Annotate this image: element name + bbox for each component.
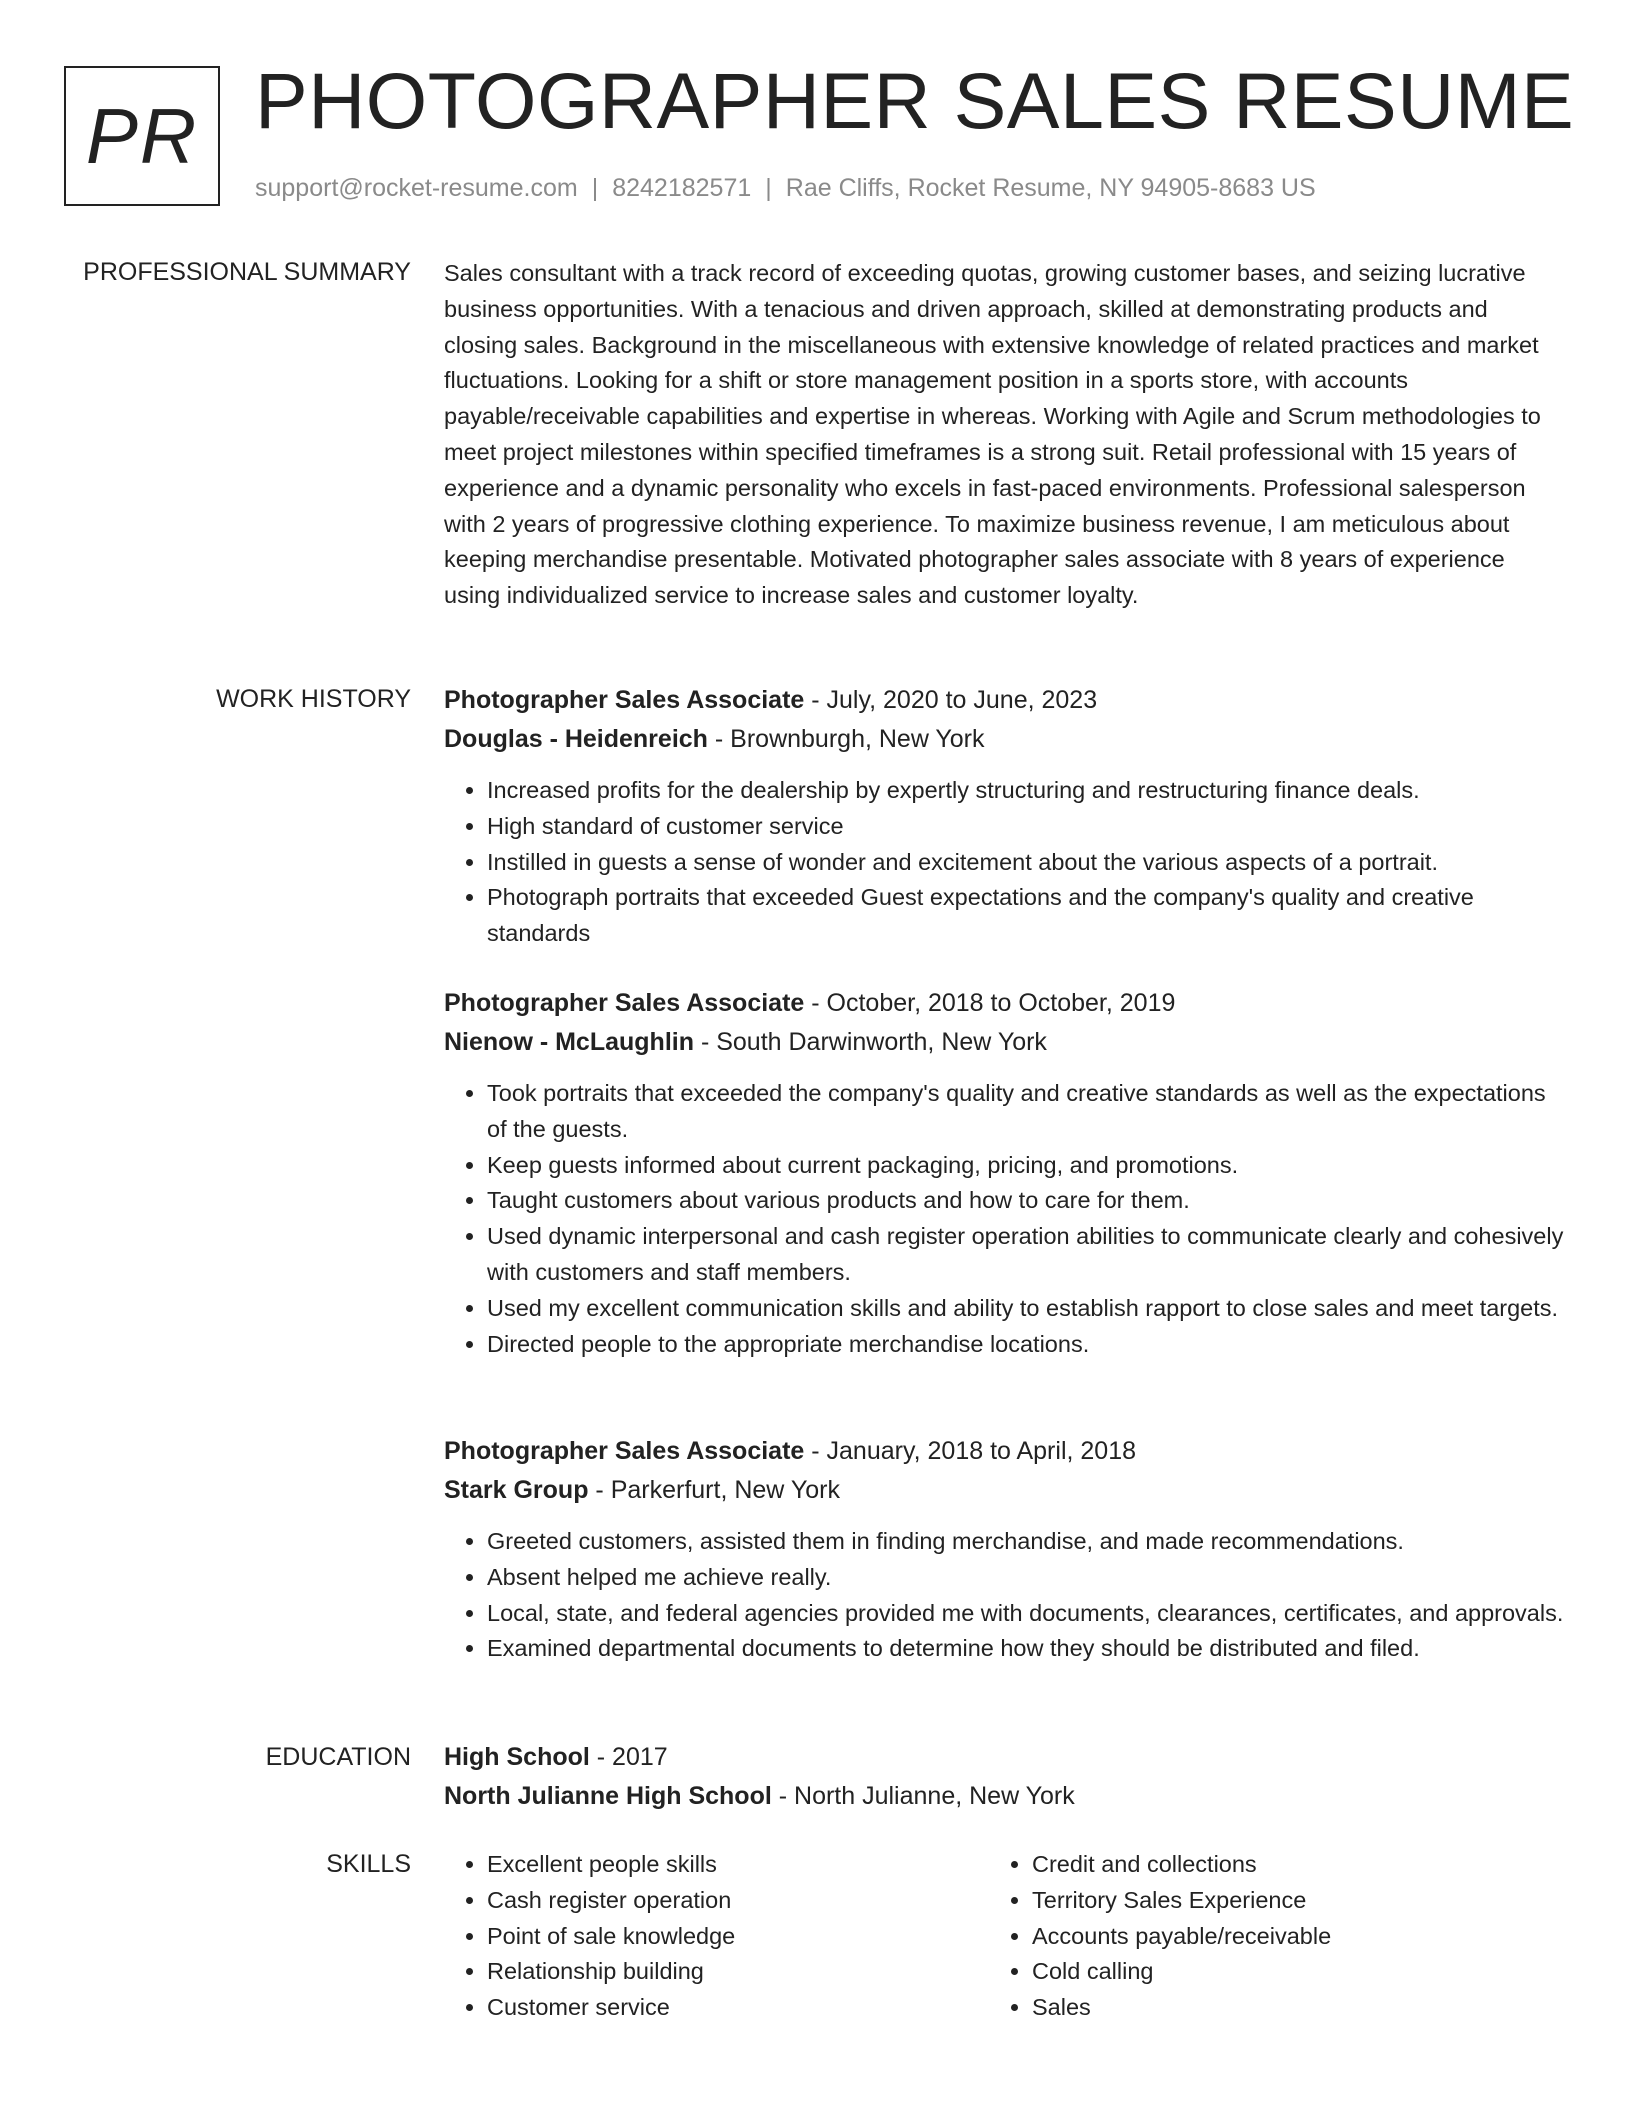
list-item: • Used dynamic interpersonal and cash register operation abilities to communicate clearly and cohesively with customers and staff members. (487, 1219, 1564, 1291)
company-location: - Brownburgh, New York (707, 725, 985, 753)
skill-item: • Territory Sales Experience (1032, 1883, 1534, 1919)
list-item: • Local, state, and federal agencies provided me with documents, clearances, certificates, and approvals. (487, 1596, 1564, 1632)
company-name: Douglas - Heidenreich (444, 725, 708, 753)
education-entry (444, 1738, 1564, 1816)
skill-item: • Relationship building (487, 1954, 989, 1990)
section-label-skills: SKILLS (326, 1850, 411, 1878)
skills-column-left (444, 1847, 989, 2026)
job-title: Photographer Sales Associate (444, 1437, 805, 1465)
company-location: - Parkerfurt, New York (588, 1476, 840, 1504)
graduation-year: - 2017 (589, 1743, 668, 1771)
monogram-logo: PR (64, 66, 220, 206)
job-bullets (444, 1076, 1564, 1362)
section-label-summary: PROFESSIONAL SUMMARY (83, 258, 411, 286)
list-item: • Took portraits that exceeded the company's quality and creative standards as well as the expectations of the guests. (487, 1076, 1564, 1148)
skill-item: • Excellent people skills (487, 1847, 989, 1883)
company-name: Nienow - McLaughlin (444, 1028, 694, 1056)
contact-line (255, 174, 1316, 203)
contact-separator: | (591, 174, 599, 202)
company-line (444, 1023, 1564, 1062)
resume-title: PHOTOGRAPHER SALES RESUME (255, 56, 1575, 145)
degree: High School (444, 1743, 590, 1771)
degree-line (444, 1738, 1564, 1777)
section-label-education: EDUCATION (265, 1743, 411, 1771)
list-item: • Directed people to the appropriate merchandise locations. (487, 1327, 1564, 1363)
company-line (444, 1471, 1564, 1510)
job-entry (444, 681, 1564, 952)
contact-email: support@rocket-resume.com (255, 174, 578, 202)
company-name: Stark Group (444, 1476, 589, 1504)
job-title: Photographer Sales Associate (444, 686, 805, 714)
skill-item: • Accounts payable/receivable (1032, 1919, 1534, 1955)
job-title: Photographer Sales Associate (444, 989, 805, 1017)
skills-column-right (989, 1847, 1534, 2026)
school-line (444, 1777, 1564, 1816)
list-item: • Absent helped me achieve really. (487, 1560, 1564, 1596)
contact-address: Rae Cliffs, Rocket Resume, NY 94905-8683 US (785, 174, 1316, 202)
list-item: • Greeted customers, assisted them in finding merchandise, and made recommendations. (487, 1524, 1564, 1560)
skill-item: • Credit and collections (1032, 1847, 1534, 1883)
list-item: • Keep guests informed about current packaging, pricing, and promotions. (487, 1148, 1564, 1184)
list-item: • High standard of customer service (487, 809, 1564, 845)
contact-phone: 8242182571 (612, 174, 752, 202)
job-entry (444, 1432, 1564, 1667)
list-item: • Photograph portraits that exceeded Guest expectations and the company's quality and creative standards (487, 880, 1564, 952)
job-bullets (444, 1524, 1564, 1667)
skill-item: • Point of sale knowledge (487, 1919, 989, 1955)
list-item: • Used my excellent communication skills and ability to establish rapport to close sales and meet targets. (487, 1291, 1564, 1327)
job-bullets (444, 773, 1564, 952)
list-item: • Increased profits for the dealership by expertly structuring and restructuring finance deals. (487, 773, 1564, 809)
skill-item: • Sales (1032, 1990, 1534, 2026)
skill-item: • Customer service (487, 1990, 989, 2026)
job-dates: - July, 2020 to June, 2023 (804, 686, 1098, 714)
job-title-line (444, 1432, 1564, 1471)
summary-text: Sales consultant with a track record of exceeding quotas, growing customer bases, and seizing lucrative business opportunities. With a tenacious and driven approach, skilled at demonstrating products and closing sales. Background in the miscellaneous with extensive knowledge of related practices and market fluctuations. Looking for a shift or store management position in a sports store, with accounts payable/receivable capabilities and expertise in whereas. Working with Agile and Scrum methodologies to meet project milestones within specified timeframes is a strong suit. Retail professional with 15 years of experience and a dynamic personality who excels in fast-paced environments. Professional salesperson with 2 years of progressive clothing experience. To maximize business revenue, I am meticulous about keeping merchandise presentable. Motivated photographer sales associate with 8 years of experience using individualized service to increase sales and customer loyalty. (444, 260, 1541, 609)
school-location: - North Julianne, New York (771, 1782, 1075, 1810)
contact-separator: | (765, 174, 772, 202)
skill-item: • Cash register operation (487, 1883, 989, 1919)
list-item: • Instilled in guests a sense of wonder and excitement about the various aspects of a portrait. (487, 845, 1564, 881)
company-location: - South Darwinworth, New York (694, 1028, 1047, 1056)
job-title-line (444, 681, 1564, 720)
company-line (444, 720, 1564, 759)
job-entry (444, 984, 1564, 1362)
skill-item: • Cold calling (1032, 1954, 1534, 1990)
job-dates: - January, 2018 to April, 2018 (804, 1437, 1137, 1465)
list-item: • Examined departmental documents to determine how they should be distributed and filed. (487, 1631, 1564, 1667)
skills-grid (444, 1847, 1564, 2026)
section-label-work-history: WORK HISTORY (216, 685, 411, 713)
job-dates: - October, 2018 to October, 2019 (804, 989, 1176, 1017)
job-title-line (444, 984, 1564, 1023)
list-item: • Taught customers about various products and how to care for them. (487, 1183, 1564, 1219)
school-name: North Julianne High School (444, 1782, 772, 1810)
